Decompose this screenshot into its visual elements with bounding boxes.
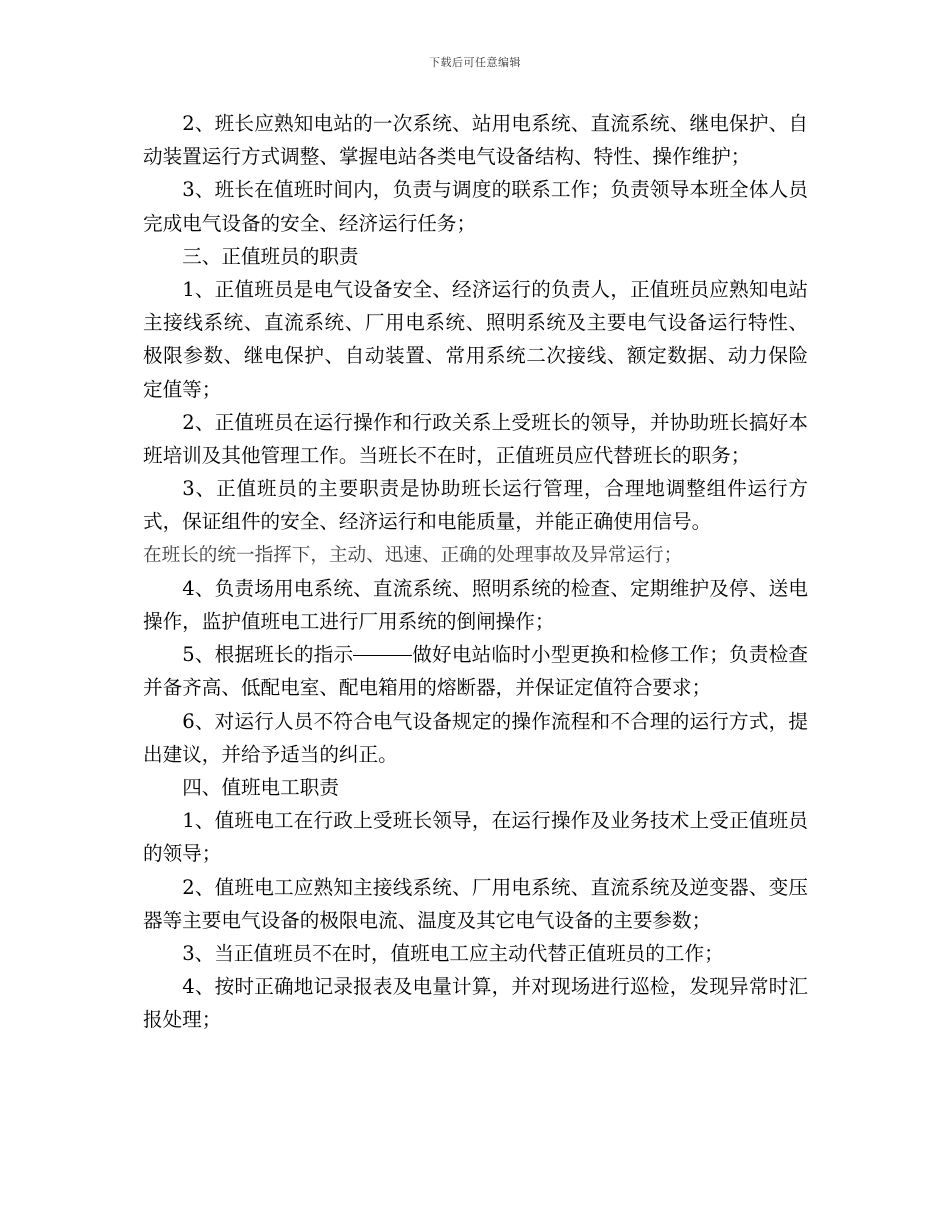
paragraph: 4、按时正确地记录报表及电量计算，并对现场进行巡检，发现异常时汇报处理； [143,975,808,1032]
paragraph-text-before-blank: 5、根据班长的指示 [182,643,354,667]
paragraph: 3、正值班员的主要职责是协助班长运行管理，合理地调整组件运行方式，保证组件的安全、经济运行和电能质量，并能正确使用信号。 [143,477,808,534]
paragraph: 2、值班电工应熟知主接线系统、厂用电系统、直流系统及逆变器、变压器等主要电气设备的极限电流、温度及其它电气设备的主要参数； [143,875,808,932]
paragraph: 2、正值班员在运行操作和行政关系上受班长的领导，并协助班长搞好本班培训及其他管理工作。当班长不在时，正值班员应代替班长的职务； [143,410,808,468]
paragraph-text-after-blank: 做好电站临时小型更换和检修工作；负责检查并备齐高、低配电室、配电箱用的熔断器，并保证定值符合要求； [143,643,809,700]
paragraph-continuation: 在班长的统一指挥下，主动、迅速、正确的处理事故及异常运行； [143,544,683,566]
paragraph: 2、班长应熟知电站的一次系统、站用电系统、直流系统、继电保护、自动装置运行方式调整、掌握电站各类电气设备结构、特性、操作维护； [143,112,808,169]
document-body [143,107,808,1037]
section-heading: 四、值班电工职责 [182,776,339,800]
paragraph: 1、正值班员是电气设备安全、经济运行的负责人，正值班员应熟知电站主接线系统、直流系统、厂用电系统、照明系统及主要电气设备运行特性、极限参数、继电保护、自动装置、常用系统二次接线、额定数据、动力保险定值等； [143,278,808,401]
paragraph: 4、负责场用电系统、直流系统、照明系统的检查、定期维护及停、送电操作，监护值班电工进行厂用系统的倒闸操作； [143,576,808,634]
fill-in-blank-line [353,654,412,656]
paragraph: 3、班长在值班时间内，负责与调度的联系工作；负责领导本班全体人员完成电气设备的安全、经济运行任务； [143,178,808,235]
paragraph: 6、对运行人员不符合电气设备规定的操作流程和不合理的运行方式，提出建议，并给予适当的纠正。 [143,709,808,766]
paragraph: 3、当正值班员不在时，值班电工应主动代替正值班员的工作； [182,942,724,966]
page-header: 下载后可任意编辑 [429,56,521,69]
section-heading: 三、正值班员的职责 [182,244,359,268]
paragraph: 1、值班电工在行政上受班长领导，在运行操作及业务技术上受正值班员的领导； [143,809,808,866]
paragraph-with-blank [143,638,808,704]
